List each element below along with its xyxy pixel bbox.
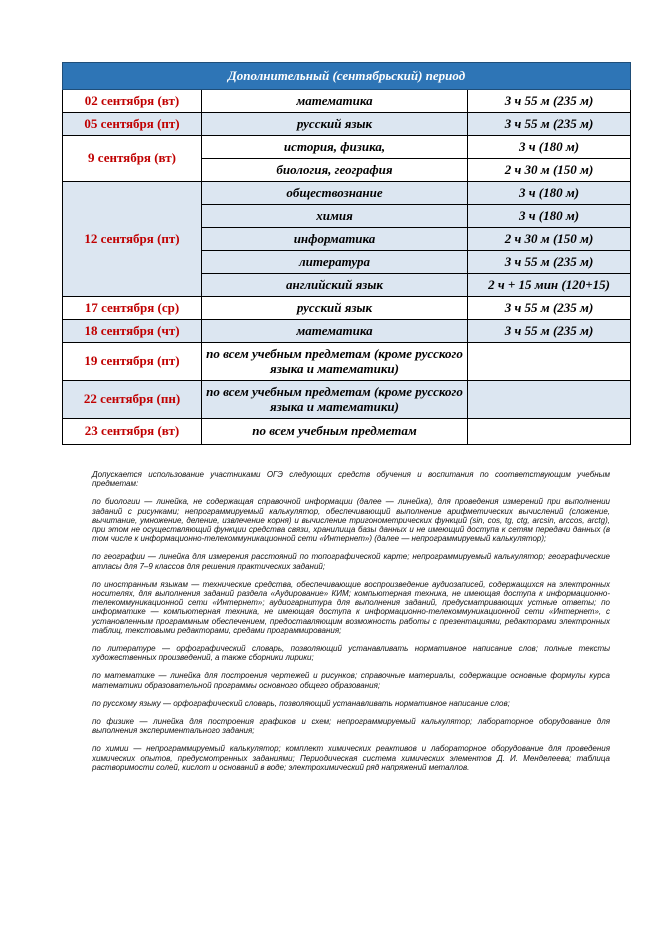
- exam-date: 05 сентября (пт): [63, 113, 202, 136]
- exam-date: 02 сентября (вт): [63, 90, 202, 113]
- note-languages-informatics: по иностранным языкам — технические средства, обеспечивающие воспроизведение аудиозаписей, содержащихся на электронных носителях, для выполнения заданий раздела «Аудирование» КИМ; компьютерная техника, не имеющая доступа к информационно-телекоммуникационной сети «Интернет»; аудиогарнитура для выполнения заданий, предусматривающих устные ответы; по информатике — компьютерная техника, не имеющая доступа к информационно-телекоммуникационной сети «Интернет», с установленным программным обеспечением, предоставляющим возможность работы с презентациями, редакторами электронных таблиц, текстовыми редакторами, средами программирования;: [92, 579, 610, 635]
- exam-duration: 3 ч 55 м (235 м): [468, 113, 631, 136]
- table-row: [63, 297, 631, 320]
- exam-duration: [468, 419, 631, 445]
- exam-duration: 3 ч 55 м (235 м): [468, 251, 631, 274]
- exam-duration: 3 ч 55 м (235 м): [468, 90, 631, 113]
- exam-date: 23 сентября (вт): [63, 419, 202, 445]
- exam-subject: литература: [202, 251, 468, 274]
- notes-intro: Допускается использование участниками ОГЭ следующих средств обучения и воспитания по соответствующим учебным предметам:: [92, 470, 610, 489]
- exam-date: 19 сентября (пт): [63, 343, 202, 381]
- exam-duration: 3 ч 55 м (235 м): [468, 320, 631, 343]
- exam-subject: математика: [202, 320, 468, 343]
- exam-duration: [468, 343, 631, 381]
- exam-date: 17 сентября (ср): [63, 297, 202, 320]
- table-row: [63, 381, 631, 419]
- exam-duration: 3 ч (180 м): [468, 182, 631, 205]
- exam-subject: по всем учебным предметам: [202, 419, 468, 445]
- exam-subject: история, физика,: [202, 136, 468, 159]
- note-biology: по биологии — линейка, не содержащая справочной информации (далее — линейка), для проведения измерений при выполнении заданий с рисунками; непрограммируемый калькулятор, обеспечивающий выполнение арифметических вычислений (сложение, вычитание, умножение, деление, извлечение корня) и вычисление тригонометрических функций (sin, cos, tg, ctg, arcsin, arccos, arctg), при этом не осуществляющий функции средства связи, хранилища базы данных и не имеющий доступа к сетям передачи данных (в том числе к информационно-телекоммуникационной сети «Интернет») (далее — непрограммируемый калькулятор);: [92, 497, 610, 544]
- exam-duration: 2 ч 30 м (150 м): [468, 228, 631, 251]
- exam-duration: 2 ч + 15 мин (120+15): [468, 274, 631, 297]
- exam-date: 18 сентября (чт): [63, 320, 202, 343]
- note-literature: по литературе — орфографический словарь, позволяющий устанавливать нормативное написание слов; полные тексты художественных произведений, а также сборники лирики;: [92, 644, 610, 663]
- exam-subject: английский язык: [202, 274, 468, 297]
- note-russian: по русскому языку — орфографический словарь, позволяющий устанавливать нормативное написание слов;: [92, 698, 510, 708]
- exam-date: 22 сентября (пн): [63, 381, 202, 419]
- exam-subject: по всем учебным предметам (кроме русского языка и математики): [202, 343, 468, 381]
- schedule-table: [62, 62, 631, 445]
- note-geography: по географии — линейка для измерения расстояний по топографической карте; непрограммируемый калькулятор; географические атласы для 7–9 классов для решения практических заданий;: [92, 552, 610, 571]
- table-row: [63, 419, 631, 445]
- exam-subject: русский язык: [202, 297, 468, 320]
- exam-subject: математика: [202, 90, 468, 113]
- table-row: [63, 113, 631, 136]
- exam-date: 12 сентября (пт): [63, 182, 202, 297]
- exam-duration: 2 ч 30 м (150 м): [468, 159, 631, 182]
- exam-duration: 3 ч (180 м): [468, 136, 631, 159]
- exam-subject: обществознание: [202, 182, 468, 205]
- exam-subject: биология, география: [202, 159, 468, 182]
- note-physics: по физике — линейка для построения графиков и схем; непрограммируемый калькулятор; лабораторное оборудование для выполнения экспериментального задания;: [92, 717, 610, 736]
- table-row: [63, 343, 631, 381]
- note-chemistry: по химии — непрограммируемый калькулятор; комплект химических реактивов и лабораторное оборудование для проведения химических опытов, предусмотренных заданиями; Периодическая система химических элементов Д. И. Менделеева; таблица растворимости солей, кислот и оснований в воде; электрохимический ряд напряжений металлов.: [92, 744, 610, 772]
- exam-subject: информатика: [202, 228, 468, 251]
- exam-duration: 3 ч 55 м (235 м): [468, 297, 631, 320]
- exam-duration: 3 ч (180 м): [468, 205, 631, 228]
- exam-subject: русский язык: [202, 113, 468, 136]
- table-header-row: [63, 63, 631, 90]
- exam-subject: химия: [202, 205, 468, 228]
- table-row: [63, 182, 631, 205]
- note-mathematics: по математике — линейка для построения чертежей и рисунков; справочные материалы, содержащие основные формулы курса математики образовательной программы основного общего образования;: [92, 671, 610, 690]
- table-row: [63, 136, 631, 159]
- exam-subject: по всем учебным предметам (кроме русского языка и математики): [202, 381, 468, 419]
- table-row: [63, 320, 631, 343]
- period-title: Дополнительный (сентябрьский) период: [63, 63, 631, 90]
- table-row: [63, 90, 631, 113]
- exam-duration: [468, 381, 631, 419]
- allowed-aids-notes: [92, 470, 610, 781]
- exam-date: 9 сентября (вт): [63, 136, 202, 182]
